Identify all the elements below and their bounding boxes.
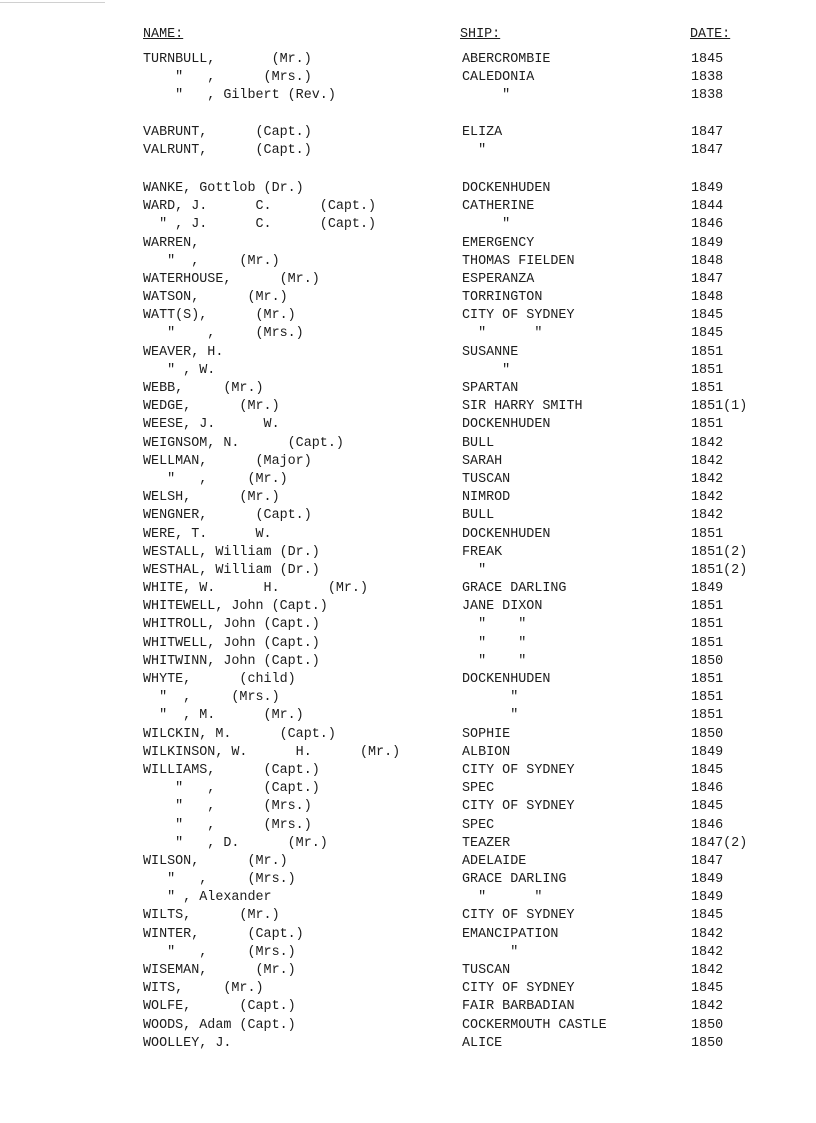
passenger-name: WEIGNSOM, N. (Capt.): [143, 435, 344, 451]
passenger-name: WILCKIN, M. (Capt.): [143, 726, 336, 742]
arrival-date: 1845: [691, 981, 724, 997]
passenger-name: WATSON, (Mr.): [143, 290, 288, 306]
list-row: [0, 417, 816, 435]
arrival-date: 1842: [691, 453, 724, 469]
passenger-name: WHYTE, (child): [143, 672, 296, 687]
passenger-name: WATERHOUSE, (Mr.): [143, 271, 320, 287]
ship-name: DOCKENHUDEN: [462, 672, 551, 687]
arrival-date: 1851: [691, 672, 724, 687]
list-row: [0, 143, 816, 161]
arrival-date: 1849: [691, 744, 724, 760]
ship-name: ESPERANZA: [462, 271, 535, 287]
ship-name: ": [462, 142, 487, 158]
list-row: [0, 563, 816, 581]
ship-name: JANE DIXON: [462, 599, 543, 615]
passenger-name: WENGNER, (Capt.): [143, 508, 312, 524]
passenger-name: WEDGE, (Mr.): [143, 399, 280, 415]
passenger-name: " , (Capt.): [143, 781, 320, 797]
arrival-date: 1842: [691, 508, 724, 524]
arrival-date: 1851: [691, 599, 724, 615]
ship-name: SUSANNE: [462, 344, 519, 360]
ship-name: CATHERINE: [462, 199, 535, 215]
ship-name: ": [462, 690, 519, 706]
list-row: [0, 181, 816, 199]
arrival-date: 1847: [691, 124, 724, 140]
ship-name: ALBION: [462, 744, 511, 760]
arrival-date: 1845: [691, 52, 724, 67]
ship-name: NIMROD: [462, 490, 511, 506]
ship-name: ABERCROMBIE: [462, 52, 551, 67]
list-row: [0, 854, 816, 872]
list-row: [0, 199, 816, 217]
list-row: [0, 690, 816, 708]
list-row: [0, 581, 816, 599]
passenger-name: WERE, T. W.: [143, 526, 272, 542]
arrival-date: 1849: [691, 180, 724, 196]
passenger-name: " , (Mr.): [143, 253, 280, 269]
ship-name: CITY OF SYDNEY: [462, 981, 575, 997]
ship-name: " ": [462, 635, 527, 651]
ship-name: SPARTAN: [462, 381, 519, 396]
arrival-date: 1848: [691, 253, 724, 269]
list-row: [0, 708, 816, 726]
passenger-name: VABRUNT, (Capt.): [143, 124, 312, 140]
ship-name: " ": [462, 890, 543, 906]
ship-name: CITY OF SYDNEY: [462, 762, 575, 778]
arrival-date: 1838: [691, 88, 724, 104]
ship-name: GRACE DARLING: [462, 872, 567, 888]
list-row: [0, 52, 816, 70]
passenger-name: TURNBULL, (Mr.): [143, 52, 312, 67]
passenger-name: " , (Mrs.): [143, 944, 296, 960]
list-row: [0, 836, 816, 854]
arrival-date: 1842: [691, 435, 724, 451]
list-row: [0, 890, 816, 908]
ship-name: DOCKENHUDEN: [462, 180, 551, 196]
ship-name: TEAZER: [462, 835, 511, 851]
arrival-date: 1851: [691, 526, 724, 542]
list-row: [0, 617, 816, 635]
passenger-name: " , (Mrs.): [143, 690, 280, 706]
list-row: [0, 872, 816, 890]
ship-name: COCKERMOUTH CASTLE: [462, 1017, 607, 1033]
ship-name: " ": [462, 653, 527, 669]
list-row: [0, 399, 816, 417]
passenger-name: " , (Mrs.): [143, 817, 312, 833]
list-row: [0, 654, 816, 672]
list-row: [0, 981, 816, 999]
arrival-date: 1851: [691, 362, 724, 378]
list-row: [0, 326, 816, 344]
arrival-date: 1849: [691, 872, 724, 888]
name-column-header: NAME:: [143, 27, 184, 42]
arrival-date: 1847: [691, 271, 724, 287]
list-row: [0, 999, 816, 1017]
passenger-name: " , (Mrs.): [143, 872, 296, 888]
list-row: [0, 290, 816, 308]
list-row: [0, 254, 816, 272]
passenger-name: WHITE, W. H. (Mr.): [143, 581, 368, 597]
passenger-name: WELSH, (Mr.): [143, 490, 280, 506]
list-row: [0, 727, 816, 745]
arrival-date: 1845: [691, 908, 724, 924]
ship-name: FAIR BARBADIAN: [462, 999, 575, 1015]
arrival-date: 1845: [691, 326, 724, 342]
list-row: [0, 799, 816, 817]
arrival-date: 1849: [691, 235, 724, 251]
passenger-name: WESTHAL, William (Dr.): [143, 562, 320, 578]
arrival-date: 1851: [691, 635, 724, 651]
arrival-date: 1845: [691, 762, 724, 778]
arrival-date: 1850: [691, 653, 724, 669]
passenger-name: " , (Mrs.): [143, 799, 312, 815]
ship-name: ": [462, 217, 511, 233]
passenger-name: VALRUNT, (Capt.): [143, 142, 312, 158]
ship-name: EMERGENCY: [462, 235, 535, 251]
list-row: [0, 472, 816, 490]
passenger-name: WHITWINN, John (Capt.): [143, 653, 320, 669]
passenger-name: " , (Mrs.): [143, 70, 312, 86]
passenger-name: WANKE, Gottlob (Dr.): [143, 180, 304, 196]
ship-name: CALEDONIA: [462, 70, 535, 86]
passenger-name: WEESE, J. W.: [143, 417, 280, 433]
passenger-name: " , W.: [143, 362, 216, 378]
passenger-name: " , Gilbert (Rev.): [143, 88, 336, 104]
arrival-date: 1851: [691, 617, 724, 633]
arrival-date: 1846: [691, 817, 724, 833]
list-row: [0, 545, 816, 563]
ship-name: " ": [462, 326, 543, 342]
column-headers: [0, 27, 816, 45]
list-row: [0, 945, 816, 963]
list-row: [0, 1036, 816, 1054]
arrival-date: 1845: [691, 799, 724, 815]
passenger-name: WILKINSON, W. H. (Mr.): [143, 744, 401, 760]
date-column-header: DATE:: [690, 27, 731, 42]
ship-name: CITY OF SYDNEY: [462, 308, 575, 324]
passenger-name: WHITROLL, John (Capt.): [143, 617, 320, 633]
arrival-date: 1838: [691, 70, 724, 86]
ship-name: SARAH: [462, 453, 503, 469]
passenger-name: WOLFE, (Capt.): [143, 999, 296, 1015]
ship-name: DOCKENHUDEN: [462, 417, 551, 433]
arrival-date: 1851: [691, 708, 724, 724]
list-row: [0, 88, 816, 106]
arrival-date: 1847: [691, 142, 724, 158]
group-spacer: [0, 107, 816, 125]
list-row: [0, 217, 816, 235]
list-row: [0, 672, 816, 690]
arrival-date: 1851: [691, 690, 724, 706]
list-row: [0, 454, 816, 472]
arrival-date: 1851(2): [691, 562, 748, 578]
passenger-name: WISEMAN, (Mr.): [143, 963, 296, 978]
ship-name: BULL: [462, 508, 495, 524]
list-row: [0, 345, 816, 363]
ship-name: EMANCIPATION: [462, 926, 559, 942]
passenger-name: WILTS, (Mr.): [143, 908, 280, 924]
arrival-date: 1849: [691, 890, 724, 906]
ship-name: SOPHIE: [462, 726, 511, 742]
arrival-date: 1851: [691, 344, 724, 360]
passenger-name: " , J. C. (Capt.): [143, 217, 377, 233]
list-row: [0, 1018, 816, 1036]
ship-name: TORRINGTON: [462, 290, 543, 306]
ship-name: ": [462, 362, 511, 378]
list-row: [0, 763, 816, 781]
list-row: [0, 527, 816, 545]
ship-name: ": [462, 708, 519, 724]
list-row: [0, 363, 816, 381]
passenger-name: WHITEWELL, John (Capt.): [143, 599, 328, 615]
arrival-date: 1851(2): [691, 544, 748, 560]
arrival-date: 1847: [691, 853, 724, 869]
ship-name: CITY OF SYDNEY: [462, 908, 575, 924]
list-row: [0, 908, 816, 926]
passenger-name: " , (Mr.): [143, 471, 288, 487]
arrival-date: 1851: [691, 381, 724, 396]
list-row: [0, 963, 816, 981]
list-row: [0, 125, 816, 143]
list-row: [0, 818, 816, 836]
ship-name: TUSCAN: [462, 963, 511, 978]
arrival-date: 1849: [691, 581, 724, 597]
passenger-name: WHITWELL, John (Capt.): [143, 635, 320, 651]
passenger-name: WOODS, Adam (Capt.): [143, 1017, 296, 1033]
arrival-date: 1845: [691, 308, 724, 324]
ship-name: GRACE DARLING: [462, 581, 567, 597]
ship-name: FREAK: [462, 544, 503, 560]
passenger-name: " , (Mrs.): [143, 326, 304, 342]
list-row: [0, 436, 816, 454]
arrival-date: 1846: [691, 217, 724, 233]
arrival-date: 1842: [691, 926, 724, 942]
ship-name: SIR HARRY SMITH: [462, 399, 583, 415]
passenger-name: WATT(S), (Mr.): [143, 308, 296, 324]
arrival-date: 1846: [691, 781, 724, 797]
passenger-name: WITS, (Mr.): [143, 981, 264, 997]
passenger-name: WESTALL, William (Dr.): [143, 544, 320, 560]
passenger-name: WELLMAN, (Major): [143, 453, 312, 469]
ship-name: DOCKENHUDEN: [462, 526, 551, 542]
ship-name: ": [462, 88, 511, 104]
passenger-name: " , M. (Mr.): [143, 708, 304, 724]
list-row: [0, 308, 816, 326]
ship-name: ELIZA: [462, 124, 503, 140]
list-row: [0, 636, 816, 654]
ship-name: ": [462, 562, 487, 578]
ship-name: THOMAS FIELDEN: [462, 253, 575, 269]
list-row: [0, 490, 816, 508]
list-row: [0, 599, 816, 617]
passenger-name: WARREN,: [143, 235, 200, 251]
list-row: [0, 272, 816, 290]
ship-name: SPEC: [462, 781, 495, 797]
list-row: [0, 236, 816, 254]
passenger-name: WINTER, (Capt.): [143, 926, 304, 942]
arrival-date: 1844: [691, 199, 724, 215]
ship-name: " ": [462, 617, 527, 633]
ship-name: ADELAIDE: [462, 853, 527, 869]
arrival-date: 1842: [691, 944, 724, 960]
arrival-date: 1842: [691, 999, 724, 1015]
list-row: [0, 70, 816, 88]
list-row: [0, 508, 816, 526]
passenger-name: WOOLLEY, J.: [143, 1035, 232, 1051]
arrival-date: 1848: [691, 290, 724, 306]
ship-name: SPEC: [462, 817, 495, 833]
group-spacer: [0, 161, 816, 181]
list-row: [0, 381, 816, 399]
arrival-date: 1851: [691, 417, 724, 433]
arrival-date: 1847(2): [691, 835, 748, 851]
passenger-name: " , D. (Mr.): [143, 835, 328, 851]
top-edge-rule: [0, 2, 105, 3]
passenger-name: WEBB, (Mr.): [143, 381, 264, 396]
arrival-date: 1850: [691, 726, 724, 742]
passenger-name: WARD, J. C. (Capt.): [143, 199, 377, 215]
ship-name: CITY OF SYDNEY: [462, 799, 575, 815]
ship-name: ALICE: [462, 1035, 503, 1051]
passenger-list: [0, 52, 816, 1054]
ship-name: BULL: [462, 435, 495, 451]
passenger-name: WILLIAMS, (Capt.): [143, 762, 320, 778]
arrival-date: 1850: [691, 1035, 724, 1051]
arrival-date: 1851(1): [691, 399, 748, 415]
ship-name: ": [462, 944, 519, 960]
list-row: [0, 781, 816, 799]
arrival-date: 1842: [691, 471, 724, 487]
passenger-name: WILSON, (Mr.): [143, 853, 288, 869]
passenger-name: " , Alexander: [143, 890, 272, 906]
arrival-date: 1842: [691, 490, 724, 506]
passenger-name: WEAVER, H.: [143, 344, 224, 360]
ship-name: TUSCAN: [462, 471, 511, 487]
ship-column-header: SHIP:: [460, 27, 501, 42]
list-row: [0, 927, 816, 945]
arrival-date: 1850: [691, 1017, 724, 1033]
arrival-date: 1842: [691, 963, 724, 978]
list-row: [0, 745, 816, 763]
